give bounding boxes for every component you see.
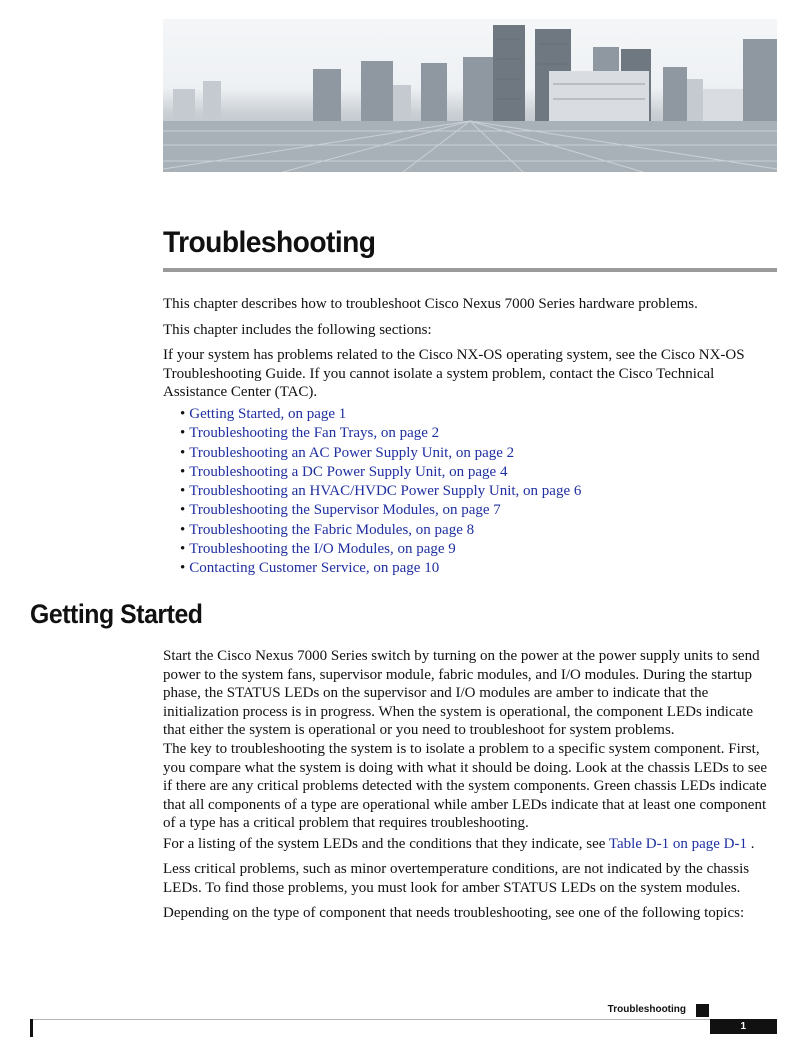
toc-link-customer-service[interactable]: Contacting Customer Service, on page 10	[189, 560, 440, 577]
list-item: • Troubleshooting a DC Power Supply Unit, on page 4	[180, 463, 508, 480]
section-list	[180, 405, 581, 579]
intro-paragraph-1: This chapter describes how to troubleshoot Cisco Nexus 7000 Series hardware problems.	[163, 296, 698, 312]
page-number-box	[710, 1019, 777, 1034]
list-item: • Troubleshooting the I/O Modules, on page 9	[180, 541, 456, 558]
footer-section-label: Troubleshooting	[607, 1004, 686, 1015]
list-item: • Troubleshooting an AC Power Supply Unit, on page 2	[180, 444, 515, 461]
paragraph-text: For a listing of the system LEDs and the conditions that they indicate, see	[163, 836, 609, 852]
intro-paragraph-2: This chapter includes the following sections:	[163, 322, 432, 338]
page-number: 1	[740, 1021, 746, 1032]
getting-started-paragraph-4: Less critical problems, such as minor overtemperature conditions, are not indicated by the chassis LEDs. To find those problems, you must look for amber STATUS LEDs on the system modules.	[163, 861, 750, 896]
table-d1-link[interactable]: Table D-1 on page D-1	[608, 836, 747, 852]
toc-link-io-modules[interactable]: Troubleshooting the I/O Modules, on page 9	[189, 541, 456, 558]
section-title-getting-started: Getting Started	[30, 599, 203, 629]
toc-link-getting-started[interactable]: Getting Started, on page 1	[189, 406, 347, 422]
getting-started-paragraph-2: The key to troubleshooting the system is to isolate a problem to a specific system component. First, you compare what the system is doing with what it should be doing. Look at the chassis LEDs to see if there are any critical problems detected with the system components. Green chassis LEDs indicate that all components of a type are operational while amber LEDs indicate that at least one component of a type has a critical problem that requires troubleshooting.	[163, 741, 768, 831]
footer-marker	[696, 1004, 709, 1017]
paragraph-text: .	[746, 836, 755, 852]
toc-link-dc-power[interactable]: Troubleshooting a DC Power Supply Unit, on page 4	[189, 463, 508, 480]
toc-link-fabric[interactable]: Troubleshooting the Fabric Modules, on page 8	[189, 521, 475, 538]
list-item: • Getting Started, on page 1	[180, 406, 347, 422]
list-item: • Contacting Customer Service, on page 10	[180, 560, 440, 577]
footer-rule	[30, 1019, 710, 1020]
toc-link-hvac-power[interactable]: Troubleshooting an HVAC/HVDC Power Supply Unit, on page 6	[189, 483, 582, 500]
toc-link-supervisor[interactable]: Troubleshooting the Supervisor Modules, on page 7	[189, 502, 501, 519]
header-image	[163, 19, 777, 172]
list-item: • Troubleshooting the Fan Trays, on page 2	[180, 425, 440, 442]
toc-link-ac-power[interactable]: Troubleshooting an AC Power Supply Unit, on page 2	[189, 444, 515, 461]
chapter-title: Troubleshooting	[163, 226, 376, 259]
footer-left-bar	[30, 1019, 33, 1037]
intro-paragraph-3: If your system has problems related to the Cisco NX-OS operating system, see the Cisco NX-OS Troubleshooting Guide. If you cannot isolate a system problem, contact the Cisco Technical Assistance Center (TAC).	[163, 347, 745, 400]
getting-started-paragraph-5: Depending on the type of component that needs troubleshooting, see one of the following topics:	[163, 905, 745, 921]
list-item: • Troubleshooting the Supervisor Modules, on page 7	[180, 502, 501, 519]
list-item: • Troubleshooting an HVAC/HVDC Power Supply Unit, on page 6	[180, 483, 582, 500]
list-item: • Troubleshooting the Fabric Modules, on page 8	[180, 521, 475, 538]
title-rule	[163, 268, 777, 272]
getting-started-paragraph-1: Start the Cisco Nexus 7000 Series switch by turning on the power at the power supply units to send power to the system fans, supervisor module, fabric modules, and I/O modules. During the startup phase, the STATUS LEDs on the supervisor and I/O modules are amber to indicate that the initialization process is in progress. When the system is operational, the component LEDs indicate that either the system is operational or you need to troubleshoot for system problems.	[163, 648, 760, 738]
skyline-illustration	[163, 19, 777, 172]
getting-started-paragraph-3	[163, 835, 778, 854]
toc-link-fan-trays[interactable]: Troubleshooting the Fan Trays, on page 2	[189, 425, 440, 442]
